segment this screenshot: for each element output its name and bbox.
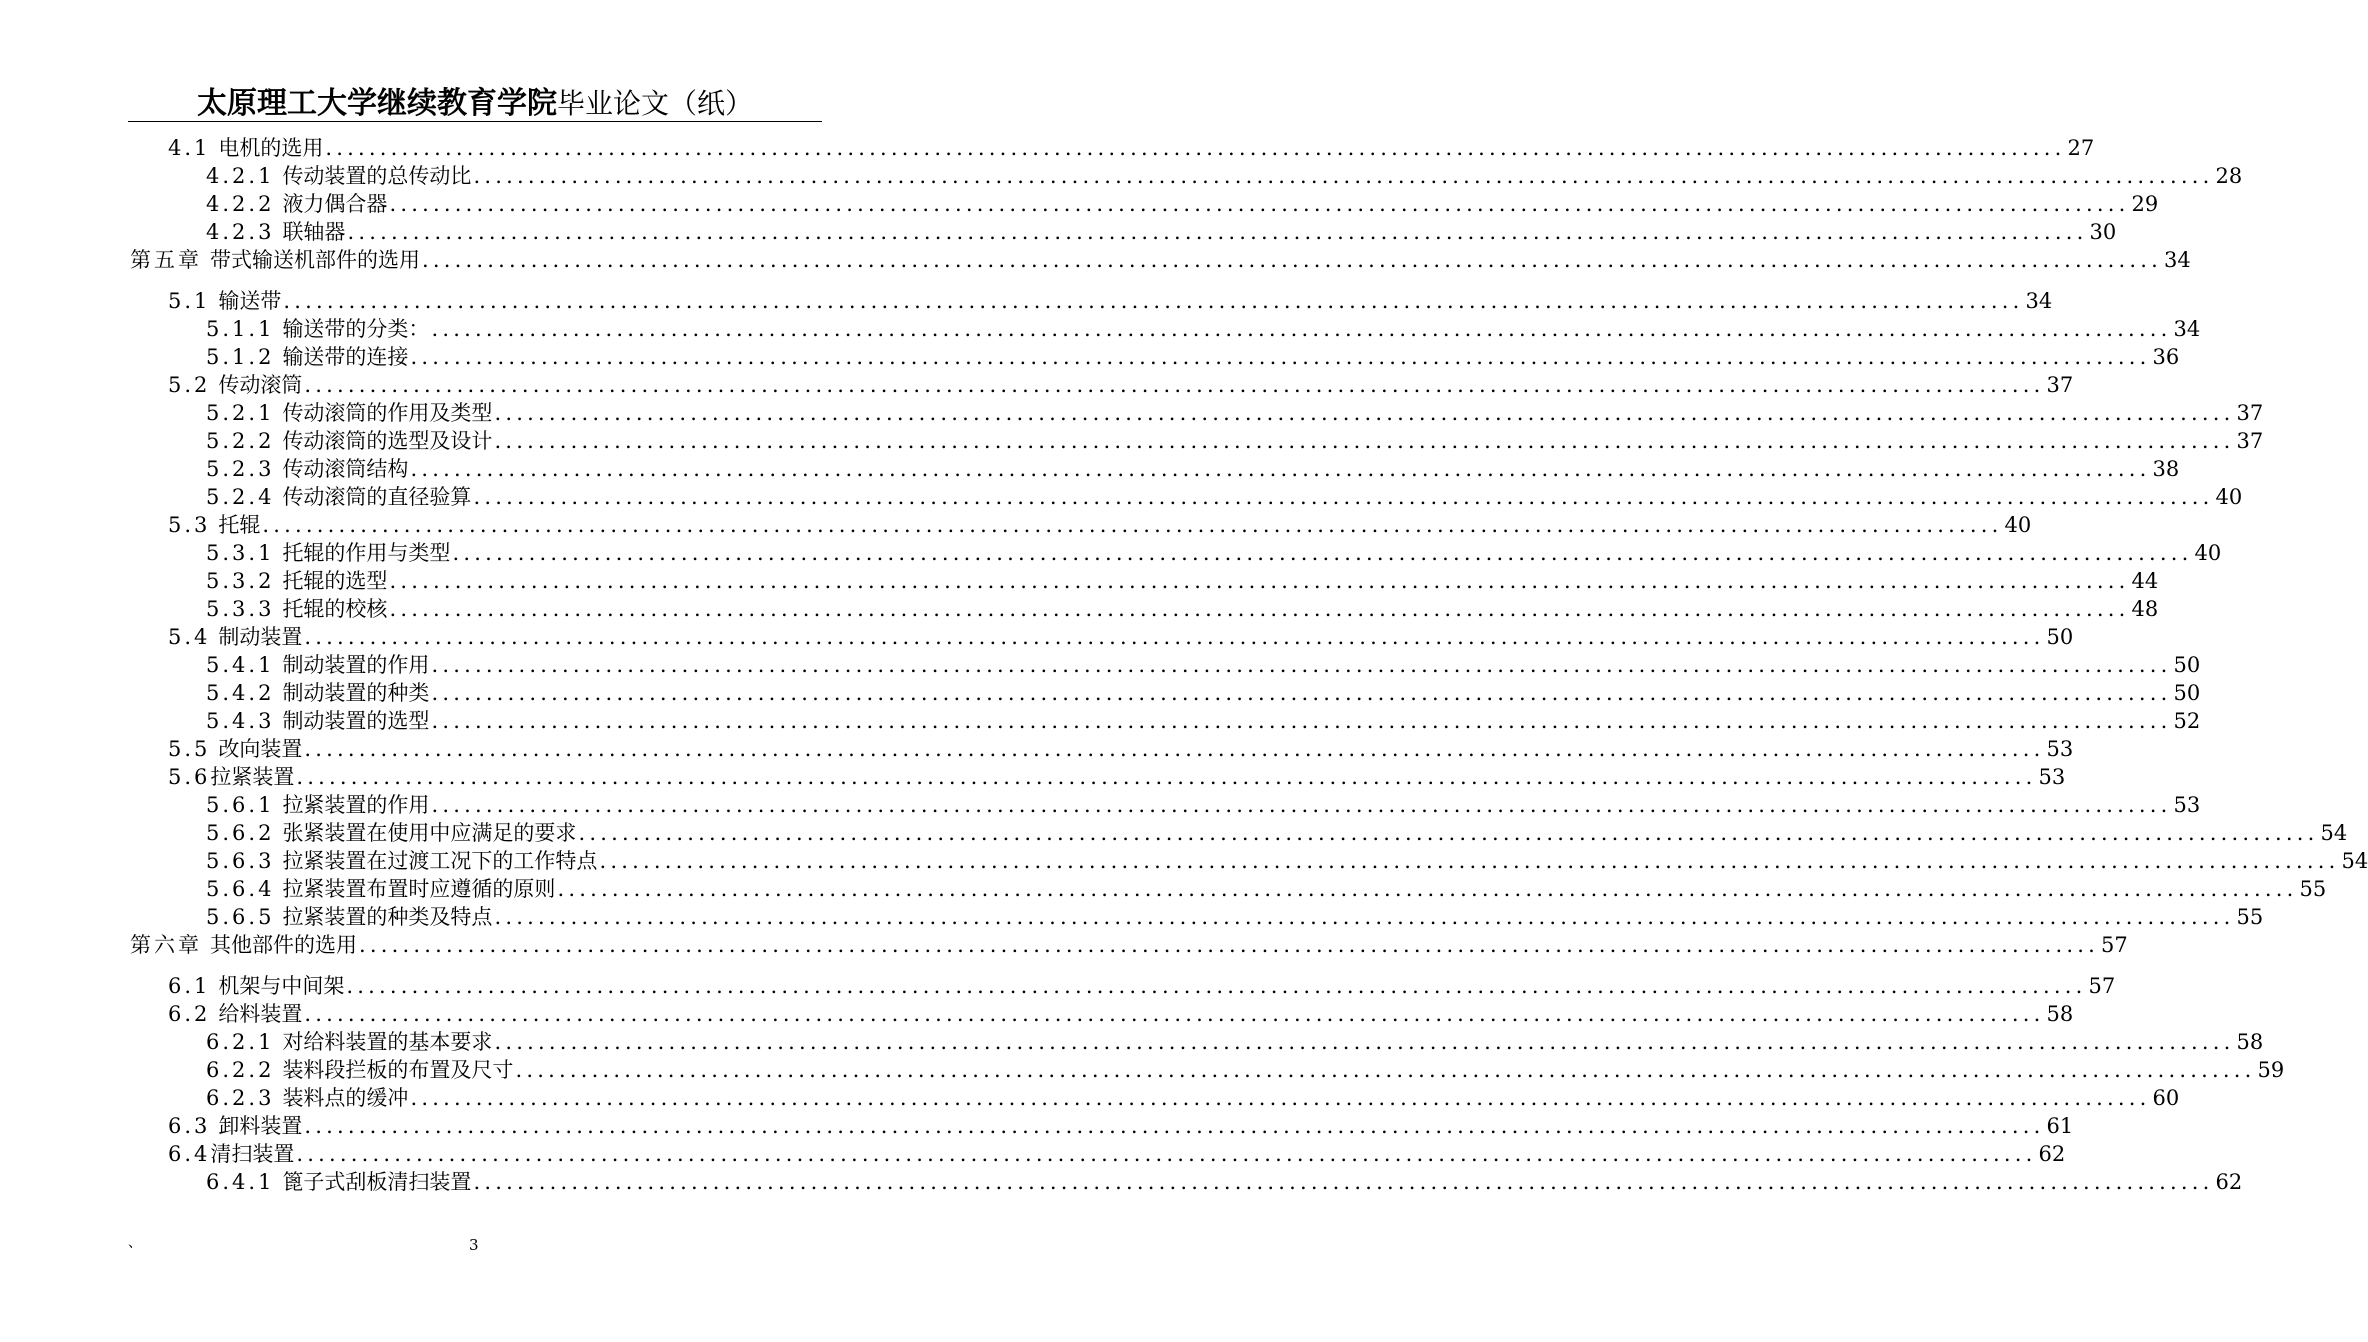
toc-entry-row bbox=[206, 1056, 2285, 1084]
toc-dot-leader: ................................................................................................................................................................ bbox=[262, 513, 2003, 537]
toc-dot-leader: ................................................................................................................................................................ bbox=[599, 849, 2340, 873]
toc-dot-leader: ................................................................................................................................................................ bbox=[557, 877, 2298, 901]
toc-entry-page-number: 34 bbox=[2164, 248, 2191, 272]
toc-entry bbox=[0, 707, 2201, 735]
toc-entry-title: 制动装置 bbox=[218, 625, 303, 649]
toc-entry-number: 6.2 bbox=[168, 1002, 211, 1026]
footer-mark: 、 bbox=[128, 1235, 142, 1251]
toc-entry-number: 5.1 bbox=[168, 289, 211, 313]
toc-entry-page-number: 27 bbox=[2067, 136, 2095, 160]
toc-dot-leader: ................................................................................................................................................................ bbox=[304, 625, 2045, 649]
toc-entry-title: 电机的选用 bbox=[218, 136, 324, 160]
toc-entry-title: 拉紧装置 bbox=[210, 765, 295, 789]
toc-entry-page-number: 61 bbox=[2046, 1114, 2074, 1138]
toc-entry-number: 5.1.2 bbox=[206, 345, 275, 369]
toc-dot-leader: ................................................................................................................................................................ bbox=[304, 737, 2045, 761]
toc-dot-leader: ................................................................................................................................................................ bbox=[410, 1086, 2151, 1110]
toc-entry bbox=[0, 399, 2264, 427]
toc-dot-leader: ................................................................................................................................................................ bbox=[347, 220, 2088, 244]
toc-entry-number: 5.6.3 bbox=[206, 849, 275, 873]
toc-entry bbox=[0, 875, 2327, 903]
toc-entry bbox=[0, 455, 2180, 483]
toc-entry-title: 其他部件的选用 bbox=[210, 933, 357, 957]
toc-entry-row bbox=[168, 287, 2053, 315]
toc-dot-leader: ................................................................................................................................................................ bbox=[304, 1002, 2045, 1026]
toc-entry-row bbox=[206, 651, 2201, 679]
toc-entry-title: 液力偶合器 bbox=[282, 192, 388, 216]
toc-entry-page-number: 53 bbox=[2173, 793, 2201, 817]
toc-entry-row bbox=[168, 735, 2074, 763]
toc-entry-row bbox=[206, 567, 2159, 595]
toc-entry-page-number: 37 bbox=[2236, 429, 2264, 453]
toc-entry-page-number: 53 bbox=[2046, 737, 2074, 761]
toc-entry bbox=[0, 567, 2159, 595]
toc-entry bbox=[0, 623, 2074, 651]
toc-entry-page-number: 54 bbox=[2320, 821, 2348, 845]
toc-entry-page-number: 53 bbox=[2038, 765, 2066, 789]
toc-entry-page-number: 52 bbox=[2173, 709, 2201, 733]
toc-entry-row bbox=[130, 246, 2191, 274]
toc-entry-title: 托辊的作用与类型 bbox=[282, 541, 451, 565]
toc-entry-title: 机架与中间架 bbox=[218, 974, 345, 998]
toc-entry-row bbox=[206, 190, 2159, 218]
toc-entry-number: 5.3.1 bbox=[206, 541, 275, 565]
toc-entry-number: 6.1 bbox=[168, 974, 211, 998]
toc-entry bbox=[0, 511, 2032, 539]
toc-entry-row bbox=[206, 483, 2243, 511]
toc-entry bbox=[0, 427, 2264, 455]
toc-entry-title: 制动装置的作用 bbox=[282, 653, 430, 677]
toc-entry-title: 制动装置的种类 bbox=[282, 681, 430, 705]
toc-entry-number: 6.2.2 bbox=[206, 1058, 275, 1082]
toc-entry-number: 5.4 bbox=[168, 625, 211, 649]
toc-entry-page-number: 38 bbox=[2152, 457, 2180, 481]
toc-entry-row bbox=[168, 371, 2074, 399]
toc-entry-page-number: 34 bbox=[2173, 317, 2201, 341]
footer-page-number: 3 bbox=[469, 1236, 479, 1254]
header-school-name: 太原理工大学继续教育学院 bbox=[196, 86, 557, 121]
toc-dot-leader: ................................................................................................................................................................ bbox=[325, 136, 2066, 160]
toc-entry-row bbox=[206, 595, 2159, 623]
toc-entry-row bbox=[206, 427, 2264, 455]
toc-entry bbox=[0, 1000, 2074, 1028]
toc-entry-page-number: 58 bbox=[2046, 1002, 2074, 1026]
toc-dot-leader: ................................................................................................................................................................ bbox=[473, 485, 2214, 509]
toc-dot-leader: ................................................................................................................................................................ bbox=[283, 289, 2024, 313]
toc-entry-row bbox=[206, 343, 2180, 371]
toc-entry-row bbox=[206, 707, 2201, 735]
toc-entry-number: 5.3.3 bbox=[206, 597, 275, 621]
toc-entry-title: 输送带的连接 bbox=[282, 345, 409, 369]
toc-entry-page-number: 55 bbox=[2299, 877, 2327, 901]
toc-entry-row bbox=[206, 1028, 2264, 1056]
toc-dot-leader: ................................................................................................................................................................ bbox=[515, 1058, 2256, 1082]
toc-entry-number: 5.2.2 bbox=[206, 429, 275, 453]
toc-chapter-entry bbox=[0, 931, 2128, 959]
toc-entry-number: 5.2.4 bbox=[206, 485, 275, 509]
toc-entry-title: 托辊的选型 bbox=[282, 569, 388, 593]
toc-entry-row bbox=[206, 218, 2117, 246]
toc-dot-leader: ................................................................................................................................................................ bbox=[296, 765, 2037, 789]
toc-dot-leader: ................................................................................................................................................................ bbox=[494, 401, 2235, 425]
toc-chapter-entry bbox=[0, 246, 2191, 274]
toc-entry-page-number: 54 bbox=[2341, 849, 2368, 873]
toc-entry-number: 6.4.1 bbox=[206, 1170, 275, 1194]
toc-entry-page-number: 57 bbox=[2101, 933, 2128, 957]
toc-entry-row bbox=[130, 931, 2128, 959]
toc-entry-number: 第六章 bbox=[130, 933, 202, 957]
toc-entry bbox=[0, 483, 2243, 511]
toc-entry-title: 传动装置的总传动比 bbox=[282, 164, 472, 188]
header-thesis-label: 毕业论文（纸） bbox=[556, 87, 753, 120]
toc-dot-leader: ................................................................................................................................................................ bbox=[296, 1142, 2037, 1166]
toc-entry-page-number: 37 bbox=[2236, 401, 2264, 425]
toc-entry-row bbox=[206, 819, 2348, 847]
toc-entry-title: 拉紧装置布置时应遵循的原则 bbox=[282, 877, 556, 901]
toc-entry-row bbox=[206, 1084, 2180, 1112]
toc-entry-number: 5.6.2 bbox=[206, 821, 275, 845]
toc-dot-leader: ................................................................................................................................................................ bbox=[304, 373, 2045, 397]
toc-entry-number: 5.2.1 bbox=[206, 401, 275, 425]
toc-entry-number: 第五章 bbox=[130, 248, 202, 272]
toc-entry-number: 6.2.3 bbox=[206, 1086, 275, 1110]
toc-entry bbox=[0, 1140, 2066, 1168]
toc-entry bbox=[0, 134, 2095, 162]
toc-entry-number: 5.2 bbox=[168, 373, 211, 397]
toc-entry-page-number: 58 bbox=[2236, 1030, 2264, 1054]
toc-entry-title: 卸料装置 bbox=[218, 1114, 303, 1138]
toc-dot-leader: ................................................................................................................................................................ bbox=[431, 793, 2172, 817]
toc-entry bbox=[0, 791, 2201, 819]
toc-entry-title: 张紧装置在使用中应满足的要求 bbox=[282, 821, 577, 845]
toc-entry bbox=[0, 162, 2243, 190]
toc-entry-title: 托辊 bbox=[218, 513, 261, 537]
toc-entry-title: 输送带的分类： bbox=[282, 317, 430, 341]
toc-entry bbox=[0, 651, 2201, 679]
toc-entry bbox=[0, 539, 2222, 567]
toc-entry-title: 传动滚筒的直径验算 bbox=[282, 485, 472, 509]
toc-entry-page-number: 62 bbox=[2038, 1142, 2066, 1166]
toc-entry-page-number: 37 bbox=[2046, 373, 2074, 397]
toc-entry bbox=[0, 972, 2116, 1000]
toc-entry-number: 6.2.1 bbox=[206, 1030, 275, 1054]
toc-dot-leader: ................................................................................................................................................................ bbox=[389, 597, 2130, 621]
toc-entry-page-number: 28 bbox=[2215, 164, 2243, 188]
toc-entry-page-number: 50 bbox=[2173, 681, 2201, 705]
toc-entry-number: 5.4.2 bbox=[206, 681, 275, 705]
toc-entry-row bbox=[168, 1140, 2066, 1168]
toc-dot-leader: ................................................................................................................................................................ bbox=[346, 974, 2087, 998]
toc-dot-leader: ................................................................................................................................................................ bbox=[422, 248, 2163, 272]
toc-entry-number: 6.3 bbox=[168, 1114, 211, 1138]
toc-entry bbox=[0, 1056, 2285, 1084]
toc-entry-number: 5.6 bbox=[168, 765, 211, 789]
toc-entry-page-number: 48 bbox=[2131, 597, 2159, 621]
toc-dot-leader: ................................................................................................................................................................ bbox=[494, 1030, 2235, 1054]
toc-entry bbox=[0, 847, 2368, 875]
toc-entry-page-number: 55 bbox=[2236, 905, 2264, 929]
toc-entry-title: 托辊的校核 bbox=[282, 597, 388, 621]
toc-entry-row bbox=[206, 1168, 2243, 1196]
toc-entry bbox=[0, 1112, 2074, 1140]
toc-entry-row bbox=[206, 875, 2327, 903]
toc-entry-page-number: 50 bbox=[2046, 625, 2074, 649]
toc-entry-title: 传动滚筒的作用及类型 bbox=[282, 401, 493, 425]
toc-entry-row bbox=[168, 511, 2032, 539]
toc-dot-leader: ................................................................................................................................................................ bbox=[473, 1170, 2214, 1194]
toc-entry bbox=[0, 595, 2159, 623]
toc-entry-page-number: 40 bbox=[2194, 541, 2222, 565]
toc-entry-page-number: 57 bbox=[2088, 974, 2116, 998]
toc-dot-leader: ................................................................................................................................................................ bbox=[431, 681, 2172, 705]
toc-dot-leader: ................................................................................................................................................................ bbox=[431, 653, 2172, 677]
toc-entry-title: 清扫装置 bbox=[210, 1142, 295, 1166]
toc-entry-number: 5.6.4 bbox=[206, 877, 275, 901]
toc-entry-page-number: 50 bbox=[2173, 653, 2201, 677]
toc-dot-leader: ................................................................................................................................................................ bbox=[431, 317, 2172, 341]
toc-entry-number: 5.1.1 bbox=[206, 317, 275, 341]
toc-entry bbox=[0, 903, 2264, 931]
toc-entry bbox=[0, 819, 2348, 847]
toc-entry-title: 对给料装置的基本要求 bbox=[282, 1030, 493, 1054]
toc-entry bbox=[0, 190, 2159, 218]
toc-entry bbox=[0, 315, 2201, 343]
toc-dot-leader: ................................................................................................................................................................ bbox=[578, 821, 2319, 845]
toc-entry-title: 拉紧装置的作用 bbox=[282, 793, 430, 817]
toc-entry-page-number: 59 bbox=[2257, 1058, 2285, 1082]
toc-entry bbox=[0, 735, 2074, 763]
toc-entry-number: 5.3.2 bbox=[206, 569, 275, 593]
toc-entry-page-number: 29 bbox=[2131, 192, 2159, 216]
toc-entry-row bbox=[206, 455, 2180, 483]
toc-entry-title: 拉紧装置的种类及特点 bbox=[282, 905, 493, 929]
toc-entry-number: 4.2.1 bbox=[206, 164, 275, 188]
toc-dot-leader: ................................................................................................................................................................ bbox=[452, 541, 2193, 565]
toc-entry bbox=[0, 763, 2066, 791]
toc-entry-row bbox=[206, 315, 2201, 343]
toc-entry bbox=[0, 679, 2201, 707]
toc-entry-title: 装料段拦板的布置及尺寸 bbox=[282, 1058, 514, 1082]
toc-dot-leader: ................................................................................................................................................................ bbox=[410, 457, 2151, 481]
toc-entry-title: 改向装置 bbox=[218, 737, 303, 761]
toc-entry bbox=[0, 371, 2074, 399]
toc-dot-leader: ................................................................................................................................................................ bbox=[389, 192, 2130, 216]
toc-dot-leader: ................................................................................................................................................................ bbox=[389, 569, 2130, 593]
toc-entry-row bbox=[168, 1112, 2074, 1140]
toc-entry bbox=[0, 1084, 2180, 1112]
toc-entry-title: 装料点的缓冲 bbox=[282, 1086, 409, 1110]
toc-entry-title: 传动滚筒的选型及设计 bbox=[282, 429, 493, 453]
toc-dot-leader: ................................................................................................................................................................ bbox=[431, 709, 2172, 733]
toc-entry-page-number: 62 bbox=[2215, 1170, 2243, 1194]
toc-entry-number: 5.6.1 bbox=[206, 793, 275, 817]
toc-entry-page-number: 40 bbox=[2215, 485, 2243, 509]
toc-entry-title: 输送带 bbox=[218, 289, 282, 313]
toc-entry-title: 制动装置的选型 bbox=[282, 709, 430, 733]
toc-entry-page-number: 40 bbox=[2004, 513, 2032, 537]
toc-entry-number: 5.3 bbox=[168, 513, 211, 537]
toc-entry-row bbox=[168, 763, 2066, 791]
toc-entry-title: 传动滚筒 bbox=[218, 373, 303, 397]
toc-entry-number: 4.2.3 bbox=[206, 220, 275, 244]
toc-entry-number: 5.6.5 bbox=[206, 905, 275, 929]
toc-entry-number: 5.5 bbox=[168, 737, 211, 761]
toc-entry-page-number: 34 bbox=[2025, 289, 2053, 313]
toc-entry-title: 拉紧装置在过渡工况下的工作特点 bbox=[282, 849, 598, 873]
toc-entry-row bbox=[168, 1000, 2074, 1028]
toc-entry-row bbox=[206, 679, 2201, 707]
toc-entry-number: 6.4 bbox=[168, 1142, 211, 1166]
toc-dot-leader: ................................................................................................................................................................ bbox=[359, 933, 2100, 957]
toc-dot-leader: ................................................................................................................................................................ bbox=[494, 905, 2235, 929]
toc-entry bbox=[0, 218, 2117, 246]
toc-dot-leader: ................................................................................................................................................................ bbox=[473, 164, 2214, 188]
toc-entry-row bbox=[206, 903, 2264, 931]
toc-entry bbox=[0, 1028, 2264, 1056]
toc-entry-page-number: 44 bbox=[2131, 569, 2159, 593]
toc-entry-row bbox=[168, 623, 2074, 651]
toc-entry-number: 4.2.2 bbox=[206, 192, 275, 216]
toc-entry bbox=[0, 1168, 2243, 1196]
toc-entry-row bbox=[168, 972, 2116, 1000]
toc-entry-row bbox=[206, 847, 2368, 875]
toc-dot-leader: ................................................................................................................................................................ bbox=[304, 1114, 2045, 1138]
toc-entry-row bbox=[206, 539, 2222, 567]
toc-dot-leader: ................................................................................................................................................................ bbox=[494, 429, 2235, 453]
toc-entry-title: 联轴器 bbox=[282, 220, 346, 244]
toc-entry-row bbox=[168, 134, 2095, 162]
toc-dot-leader: ................................................................................................................................................................ bbox=[410, 345, 2151, 369]
toc-entry-title: 篦子式刮板清扫装置 bbox=[282, 1170, 472, 1194]
toc-entry-number: 4.1 bbox=[168, 136, 211, 160]
toc-entry bbox=[0, 287, 2053, 315]
toc-entry-number: 5.2.3 bbox=[206, 457, 275, 481]
toc-entry-page-number: 30 bbox=[2089, 220, 2117, 244]
toc-entry-number: 5.4.1 bbox=[206, 653, 275, 677]
toc-entry bbox=[0, 343, 2180, 371]
toc-entry-row bbox=[206, 162, 2243, 190]
toc-entry-row bbox=[206, 399, 2264, 427]
toc-entry-row bbox=[206, 791, 2201, 819]
toc-entry-title: 带式输送机部件的选用 bbox=[210, 248, 420, 272]
toc-entry-number: 5.4.3 bbox=[206, 709, 275, 733]
toc-entry-page-number: 36 bbox=[2152, 345, 2180, 369]
toc-entry-title: 给料装置 bbox=[218, 1002, 303, 1026]
toc-entry-title: 传动滚筒结构 bbox=[282, 457, 409, 481]
toc-entry-page-number: 60 bbox=[2152, 1086, 2180, 1110]
